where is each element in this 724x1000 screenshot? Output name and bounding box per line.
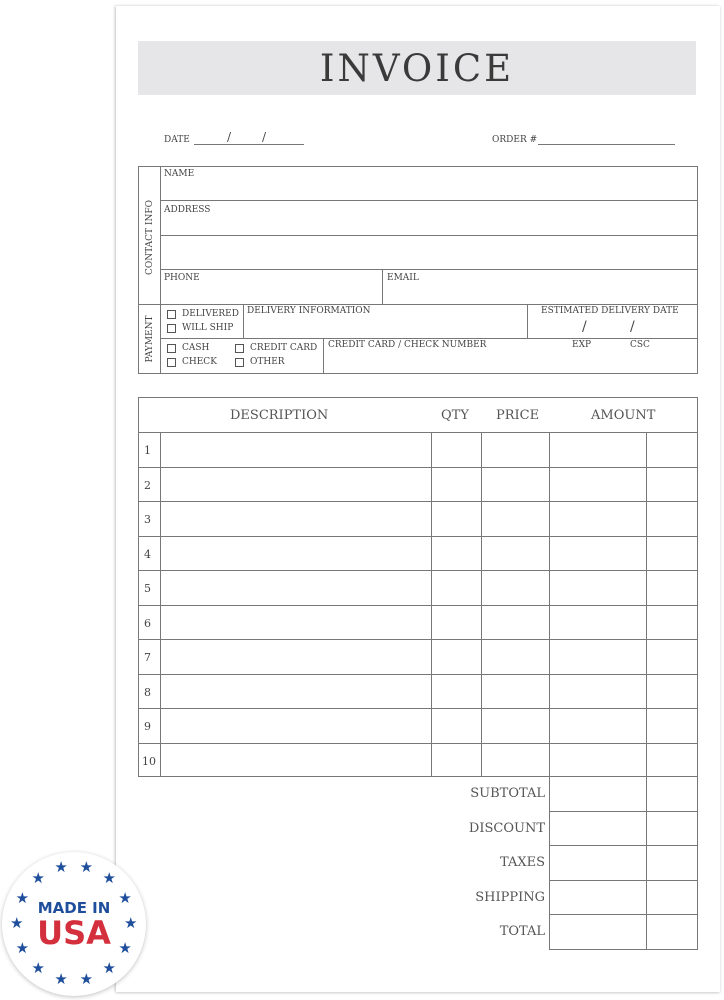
phone-field[interactable] — [161, 270, 382, 304]
table-row[interactable] — [138, 570, 698, 605]
star-icon: ★ — [31, 869, 45, 888]
cash-label: CASH — [182, 343, 210, 353]
est-date-sep-2: / — [630, 319, 635, 335]
star-icon: ★ — [15, 938, 30, 957]
table-row[interactable] — [138, 639, 698, 674]
row-number: 9 — [144, 720, 151, 733]
col-header-price: PRICE — [496, 408, 540, 423]
row-number: 7 — [144, 651, 151, 664]
est-delivery-label: ESTIMATED DELIVERY DATE — [541, 306, 679, 316]
star-icon: ★ — [54, 969, 68, 988]
delivery-info-field[interactable] — [244, 305, 527, 338]
table-row[interactable] — [138, 708, 698, 743]
row-number: 4 — [144, 548, 151, 561]
star-icon: ★ — [10, 914, 24, 932]
star-icon: ★ — [31, 958, 45, 977]
star-icon: ★ — [102, 958, 116, 977]
other-label: OTHER — [250, 357, 285, 367]
other-checkbox[interactable] — [235, 358, 244, 367]
col-header-description: DESCRIPTION — [230, 408, 329, 423]
star-icon: ★ — [118, 938, 132, 957]
name-label: NAME — [164, 169, 195, 179]
will-ship-checkbox[interactable] — [167, 324, 176, 333]
payment-label: PAYMENT — [145, 315, 155, 363]
date-sep-2: / — [262, 130, 267, 144]
table-row[interactable] — [138, 743, 698, 778]
star-icon: ★ — [118, 889, 132, 908]
address-field[interactable] — [161, 201, 697, 269]
totals-label-shipping: SHIPPING — [475, 890, 545, 905]
row-number: 5 — [144, 582, 151, 595]
contact-info-label: CONTACT INFO — [145, 200, 155, 275]
totals-field-total[interactable] — [550, 915, 697, 948]
delivered-label: DELIVERED — [182, 309, 239, 319]
csc-label: CSC — [630, 340, 650, 350]
totals-label-total: TOTAL — [499, 924, 545, 939]
date-sep-1: / — [227, 130, 232, 144]
table-row[interactable] — [138, 432, 698, 467]
row-number: 8 — [144, 686, 151, 699]
row-number: 6 — [144, 617, 151, 630]
totals-field-shipping[interactable] — [550, 881, 697, 914]
badge-made-in: MADE IN — [37, 899, 111, 917]
delivery-info-label: DELIVERY INFORMATION — [247, 306, 371, 316]
totals-field-subtotal[interactable] — [550, 777, 697, 810]
totals-field-taxes[interactable] — [550, 846, 697, 879]
totals-field-discount[interactable] — [550, 812, 697, 845]
email-field[interactable] — [383, 270, 697, 304]
star-icon: ★ — [54, 858, 68, 877]
totals-label-subtotal: SUBTOTAL — [470, 786, 545, 801]
will-ship-label: WILL SHIP — [182, 323, 234, 333]
est-date-sep-1: / — [582, 319, 587, 335]
email-label: EMAIL — [387, 273, 419, 283]
check-label: CHECK — [182, 357, 217, 367]
name-field[interactable] — [161, 167, 697, 200]
date-field[interactable] — [194, 144, 304, 145]
title-band — [138, 41, 696, 95]
totals-label-taxes: TAXES — [500, 855, 545, 870]
delivered-checkbox[interactable] — [167, 310, 176, 319]
table-row[interactable] — [138, 467, 698, 502]
row-number: 2 — [144, 479, 151, 492]
address-label: ADDRESS — [164, 205, 211, 215]
badge-usa: USA — [37, 914, 111, 952]
col-header-qty: QTY — [441, 408, 469, 423]
totals-label-discount: DISCOUNT — [468, 821, 545, 836]
cash-checkbox[interactable] — [167, 344, 176, 353]
exp-label: EXP — [572, 340, 592, 350]
table-row[interactable] — [138, 605, 698, 640]
star-icon: ★ — [102, 869, 116, 888]
col-header-amount: AMOUNT — [591, 408, 656, 423]
star-icon: ★ — [79, 858, 94, 877]
made-in-usa-badge — [2, 852, 146, 996]
star-icon: ★ — [79, 969, 94, 988]
table-row[interactable] — [138, 501, 698, 536]
row-number: 10 — [142, 755, 156, 768]
star-icon: ★ — [124, 914, 138, 932]
order-number-field[interactable] — [538, 144, 675, 145]
date-label: DATE — [164, 135, 190, 145]
card-number-label: CREDIT CARD / CHECK NUMBER — [328, 340, 487, 350]
est-delivery-divider — [527, 304, 528, 339]
invoice-title: INVOICE — [319, 46, 515, 90]
phone-label: PHONE — [164, 273, 200, 283]
row-number: 1 — [144, 444, 151, 457]
order-label: ORDER # — [492, 135, 538, 145]
credit-card-label: CREDIT CARD — [250, 343, 318, 353]
row-number: 3 — [144, 513, 151, 526]
table-row[interactable] — [138, 536, 698, 571]
credit-card-checkbox[interactable] — [235, 344, 244, 353]
table-row[interactable] — [138, 674, 698, 709]
check-checkbox[interactable] — [167, 358, 176, 367]
star-icon: ★ — [15, 889, 30, 908]
